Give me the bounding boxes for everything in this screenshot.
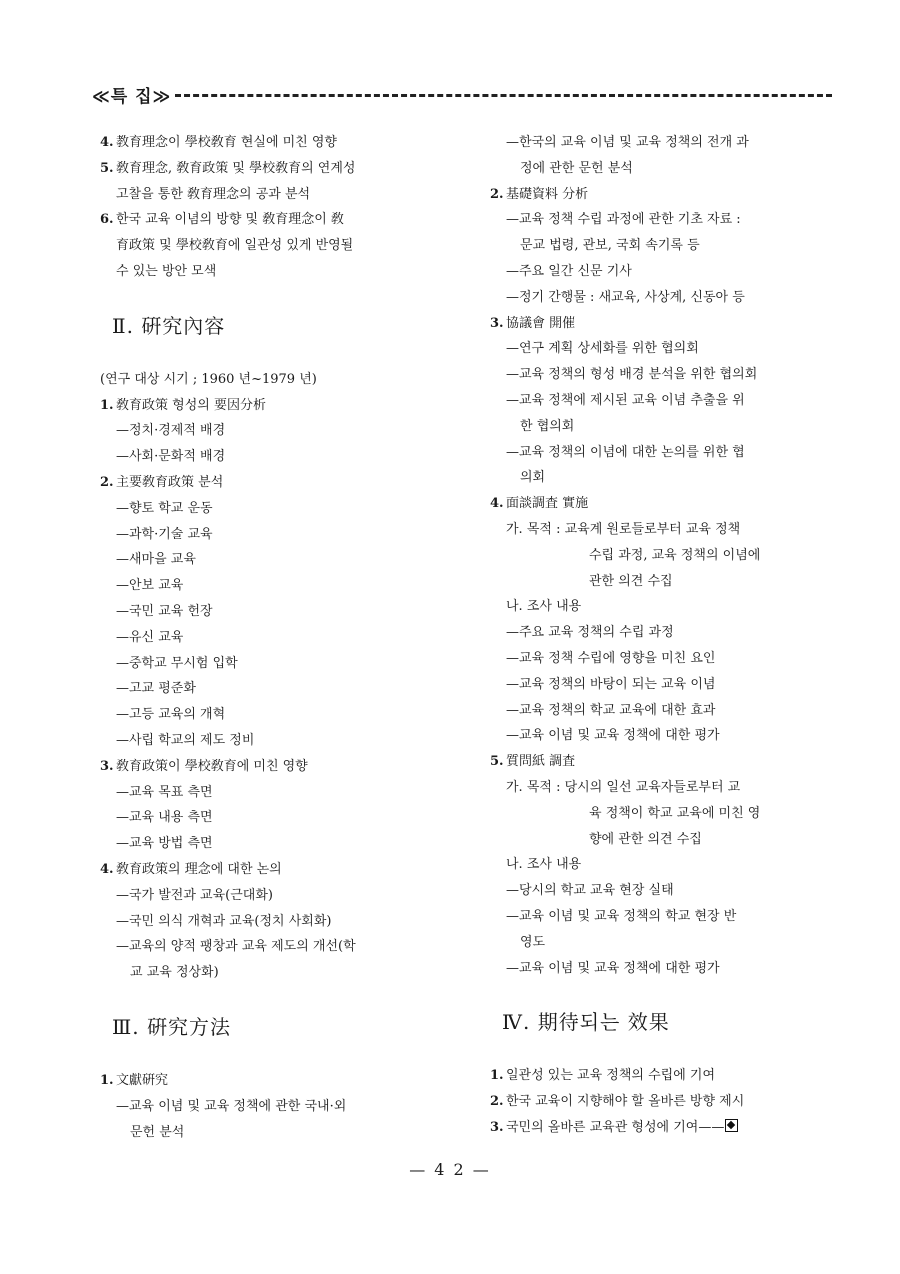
- list-item: 6. 한국 교육 이념의 방향 및 敎育理念이 敎: [100, 212, 344, 228]
- sub-item-cont: 정에 관한 문헌 분석: [520, 160, 633, 176]
- sub-item: —주요 일간 신문 기사: [506, 263, 632, 279]
- sub-item: —교육 정책에 제시된 교육 이념 추출을 위: [506, 392, 745, 408]
- sub-item: —교육 정책의 이념에 대한 논의를 위한 협: [506, 444, 745, 460]
- list-item-cont: 고찰을 통한 敎育理念의 공과 분석: [116, 186, 311, 202]
- end-mark-icon: [725, 1119, 738, 1132]
- sub-item-cont: 교 교육 정상화): [130, 965, 219, 981]
- sub-item: —교육 정책의 바탕이 되는 교육 이념: [506, 676, 716, 692]
- page-number: — 4 2 —: [409, 1160, 491, 1179]
- sub-item: —과학·기술 교육: [116, 526, 213, 542]
- list-item: 1. 敎育政策 형성의 要因分析: [100, 397, 266, 413]
- list-item: 2. 基礎資料 分析: [490, 186, 589, 202]
- list-item: 1. 文獻硏究: [100, 1072, 169, 1088]
- sub-item: —교육 정책의 학교 교육에 대한 효과: [506, 702, 716, 718]
- sub-item-cont: 의회: [520, 470, 546, 486]
- sub-item: —국가 발전과 교육(근대화): [116, 887, 273, 903]
- section-label: ≪특 집≫: [92, 86, 172, 107]
- period-note: (연구 대상 시기 ; 1960 년~1979 년): [100, 371, 317, 387]
- survey-content-label: 나. 조사 내용: [506, 599, 582, 615]
- sub-item: —교육 내용 측면: [116, 810, 213, 826]
- sub-item: —한국의 교육 이념 및 교육 정책의 전개 과: [506, 135, 749, 150]
- list-item: 3. 協議會 開催: [490, 315, 576, 331]
- sub-item-cont: 문헌 분석: [130, 1124, 185, 1140]
- sub-item: —주요 교육 정책의 수립 과정: [506, 625, 674, 641]
- sub-item: —교육 이념 및 교육 정책의 학교 현장 반: [506, 908, 737, 924]
- sub-item: —연구 계획 상세화를 위한 협의회: [506, 341, 699, 357]
- effect-item: 2. 한국 교육이 지향해야 할 올바른 방향 제시: [490, 1094, 745, 1110]
- list-item: 4. 敎育政策의 理念에 대한 논의: [100, 861, 282, 877]
- sub-item: —사회·문화적 배경: [116, 449, 226, 465]
- right-column: [490, 130, 830, 1141]
- purpose-cont: 육 정책이 학교 교육에 미친 영: [589, 805, 761, 821]
- sub-item: —정치·경제적 배경: [116, 423, 226, 439]
- sub-item: —교육 정책 수립에 영향을 미친 요인: [506, 650, 716, 666]
- sub-item: —고교 평준화: [116, 681, 196, 697]
- sub-item-cont: 영도: [520, 934, 546, 950]
- sub-item-cont: 한 협의회: [520, 418, 575, 434]
- sub-item: —중학교 무시험 입학: [116, 655, 238, 671]
- section-heading-effects: Ⅳ. 期待되는 效果: [502, 1010, 670, 1035]
- list-item: 4. 面談調査 實施: [490, 496, 589, 512]
- sub-item: —사립 학교의 제도 정비: [116, 732, 255, 748]
- sub-item: —정기 간행물 : 새교육, 사상계, 신동아 등: [506, 289, 745, 305]
- sub-item: —교육의 양적 팽창과 교육 제도의 개선(학: [116, 939, 356, 955]
- purpose-line: 가. 목적 : 교육계 원로들로부터 교육 정책: [506, 521, 741, 537]
- purpose-cont: 관한 의견 수집: [589, 573, 673, 589]
- purpose-line: 가. 목적 : 당시의 일선 교육자들로부터 교: [506, 779, 741, 795]
- sub-item: —새마을 교육: [116, 552, 196, 568]
- list-item: 4. 教育理念이 學校敎育 현실에 미친 영향: [100, 135, 337, 150]
- survey-content-label: 나. 조사 내용: [506, 857, 582, 873]
- list-item-cont: 育政策 및 學校敎育에 일관성 있게 반영될: [116, 238, 354, 254]
- sub-item: —교육 방법 측면: [116, 836, 213, 852]
- page-header: [92, 80, 832, 108]
- list-item: 2. 主要敎育政策 분석: [100, 474, 224, 490]
- sub-item: —안보 교육: [116, 578, 184, 594]
- sub-item: —국민 의식 개혁과 교육(정치 사회화): [116, 913, 332, 929]
- sub-item-cont: 문교 법령, 관보, 국회 속기록 등: [520, 238, 700, 254]
- effect-item: 3. 국민의 올바른 교육관 형성에 기여——: [490, 1115, 830, 1141]
- sub-item: —향토 학교 운동: [116, 500, 213, 516]
- purpose-cont: 수립 과정, 교육 정책의 이념에: [589, 547, 761, 563]
- sub-item: —교육 이념 및 교육 정책에 대한 평가: [506, 960, 720, 976]
- purpose-cont: 향에 관한 의견 수집: [589, 831, 702, 847]
- list-item: 5. 質問紙 調査: [490, 754, 576, 770]
- sub-item: —국민 교육 헌장: [116, 603, 213, 619]
- list-item: 5. 敎育理念, 敎育政策 및 學校敎育의 연계성: [100, 160, 356, 176]
- left-column: [100, 130, 440, 1145]
- list-item: 3. 敎育政策이 學校敎育에 미친 영향: [100, 758, 308, 774]
- sub-item: —유신 교육: [116, 629, 184, 645]
- section-heading-content: Ⅱ. 硏究內容: [112, 313, 226, 338]
- sub-item: —교육 목표 측면: [116, 784, 213, 800]
- sub-item: —당시의 학교 교육 현장 실태: [506, 883, 674, 899]
- effect-item: 1. 일관성 있는 교육 정책의 수립에 기여: [490, 1068, 716, 1084]
- sub-item: —교육 이념 및 교육 정책에 대한 평가: [506, 728, 720, 744]
- list-item-cont: 수 있는 방안 모색: [116, 263, 217, 279]
- sub-item: —교육 이념 및 교육 정책에 관한 국내·외: [116, 1098, 347, 1114]
- sub-item: —교육 정책 수립 과정에 관한 기초 자료 :: [506, 212, 741, 228]
- sub-item: —고등 교육의 개혁: [116, 707, 226, 723]
- section-heading-method: Ⅲ. 硏究方法: [112, 1014, 232, 1039]
- sub-item: —교육 정책의 형성 배경 분석을 위한 협의회: [506, 367, 758, 383]
- header-dashed-rule: [175, 94, 832, 97]
